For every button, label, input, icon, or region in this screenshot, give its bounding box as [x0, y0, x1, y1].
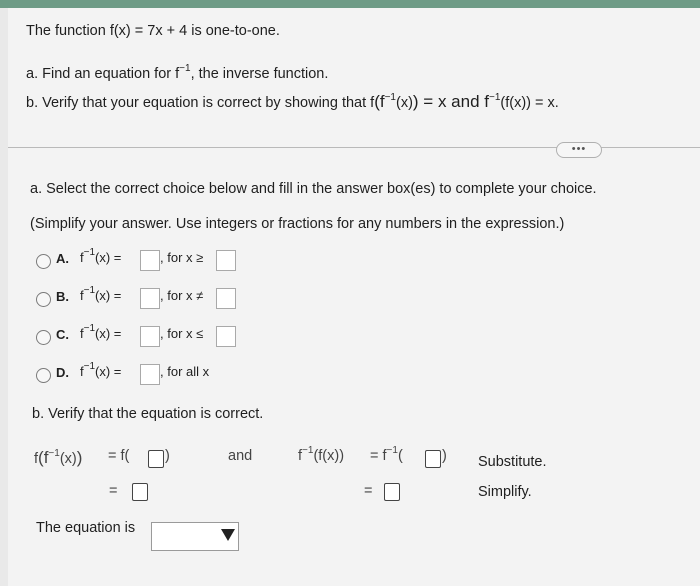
choice-b-letter: B.: [56, 289, 69, 304]
part-b-sup1: −1: [384, 92, 396, 103]
choice-a-arg: (x) =: [95, 250, 122, 265]
choice-a-sup: −1: [83, 247, 96, 258]
choice-b-arg: (x) =: [95, 288, 122, 303]
choice-a-radio[interactable]: [36, 254, 51, 269]
part-a-prefix: a. Find an equation for f: [26, 66, 180, 82]
more-options-button[interactable]: •••: [556, 142, 602, 158]
choice-c-expression: [80, 323, 122, 341]
right-open: (: [397, 448, 403, 464]
choice-b-expression: [80, 285, 122, 303]
left-arg: (x): [59, 451, 77, 467]
right-simplify-box[interactable]: [384, 483, 400, 501]
part-b-prefix: b. Verify that your equation is correct by showing that f: [26, 95, 375, 111]
substitute-label: Substitute.: [478, 454, 547, 470]
left-sup: −1: [48, 448, 60, 459]
choice-b-condition-box[interactable]: [216, 288, 236, 309]
choice-d-answer-box[interactable]: [140, 364, 160, 385]
choice-d-expression: [80, 361, 122, 379]
choice-c-condition-box[interactable]: [216, 326, 236, 347]
choice-c-answer-box[interactable]: [140, 326, 160, 347]
choice-b-fn: f: [80, 288, 84, 303]
choice-a-fn: f: [80, 250, 84, 265]
left-open: (f: [38, 448, 49, 467]
left-fn: f: [34, 451, 39, 467]
choice-c-radio[interactable]: [36, 330, 51, 345]
choice-c-fn: f: [80, 326, 84, 341]
choice-d-radio[interactable]: [36, 368, 51, 383]
right-end: ): [442, 448, 447, 464]
conclusion-dropdown[interactable]: [151, 522, 239, 551]
choice-c-sup: −1: [83, 323, 96, 334]
right-fn: f: [298, 448, 303, 464]
choice-a-expression: [80, 247, 122, 265]
part-a-prompt: [26, 63, 329, 82]
choice-d-sup: −1: [83, 361, 96, 372]
top-bar: [0, 0, 700, 8]
section-a-instruction: a. Select the correct choice below and fill in the answer box(es) to complete your choice.: [30, 181, 597, 197]
choice-c-letter: C.: [56, 327, 69, 342]
part-b-sup2: −1: [488, 92, 501, 103]
simplify-label: Simplify.: [478, 484, 532, 500]
choice-b-condition: , for x ≠: [160, 288, 204, 303]
part-a-suffix: , the inverse function.: [190, 66, 329, 82]
choice-b-radio[interactable]: [36, 292, 51, 307]
and-label: and: [228, 448, 253, 464]
left-substitute-box[interactable]: [148, 450, 164, 468]
choice-b-sup: −1: [83, 285, 96, 296]
choice-a-answer-box[interactable]: [140, 250, 160, 271]
part-b-mid2: (x): [395, 95, 413, 111]
section-b-heading: b. Verify that the equation is correct.: [32, 406, 264, 422]
section-a-note: (Simplify your answer. Use integers or fractions for any numbers in the expression.): [30, 216, 565, 232]
left-end: ): [165, 448, 170, 464]
part-b-mid3: ) = x and f: [412, 92, 489, 111]
left-eq: = f(: [108, 448, 130, 464]
chevron-down-icon: [221, 529, 235, 541]
choice-a-letter: A.: [56, 251, 69, 266]
choice-d-fn: f: [80, 364, 84, 379]
choice-d-arg: (x) =: [95, 364, 122, 379]
part-a-sup: −1: [179, 63, 191, 74]
choice-b-answer-box[interactable]: [140, 288, 160, 309]
right-sup: −1: [302, 445, 314, 456]
question-page: [8, 8, 700, 586]
right-eq-text: = f: [370, 448, 387, 464]
right-arg: (f(x)): [313, 448, 345, 464]
choice-d-letter: D.: [56, 365, 69, 380]
right-equals: =: [364, 483, 373, 499]
left-simplify-box[interactable]: [132, 483, 148, 501]
left-close: ): [76, 448, 83, 467]
part-b-prompt: [26, 92, 559, 112]
part-b-suffix: (f(x)) = x.: [500, 95, 559, 111]
choice-a-condition: , for x ≥: [160, 250, 204, 265]
choice-c-arg: (x) =: [95, 326, 122, 341]
left-equals: =: [109, 483, 118, 499]
problem-statement: The function f(x) = 7x + 4 is one-to-one.: [26, 23, 280, 39]
left-verification: [34, 448, 82, 468]
choice-a-condition-box[interactable]: [216, 250, 236, 271]
choice-d-condition: , for all x: [160, 364, 210, 379]
part-b-mid1: (f: [374, 92, 385, 111]
right-sup2: −1: [386, 445, 398, 456]
conclusion-label: The equation is: [36, 520, 136, 536]
choice-c-condition: , for x ≤: [160, 326, 204, 341]
right-verification: [298, 445, 345, 464]
right-substitute-box[interactable]: [425, 450, 441, 468]
right-eq: [370, 445, 403, 464]
